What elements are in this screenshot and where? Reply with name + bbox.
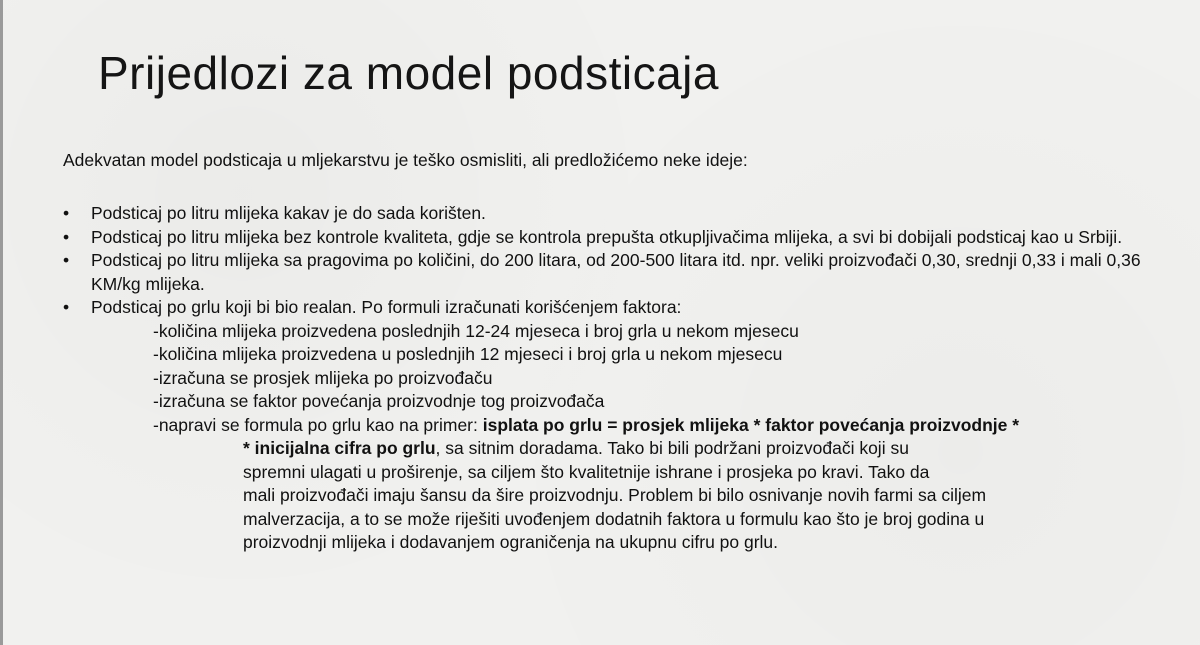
bullet-list [63,202,1173,555]
formula-continuation: malverzacija, a to se može riješiti uvođenjem dodatnih faktora u formulu kao što je broj godina u [243,508,985,529]
sub-item: -izračuna se faktor povećanja proizvodnje tog proizvođača [153,391,605,411]
formula-continuation: mali proizvođači imaju šansu da šire proizvodnju. Problem bi bilo osnivanje novih farmi sa ciljem [243,485,987,505]
sub-item: -količina mlijeka proizvedena poslednjih 12-24 mjeseca i broj grla u nekom mjesecu [153,320,799,341]
formula-rest: , sa sitnim doradama. Tako bi bili podržani proizvođači koji su [435,438,909,458]
bullet-item: • Podsticaj po litru mlijeka bez kontrole kvaliteta, gdje se kontrola prepušta otkupljivačima mlijeka, a svi bi dobijali podsticaj kao u Srbiji. [63,226,1173,250]
intro-text: Adekvatan model podsticaja u mljekarstvu je teško osmisliti, ali predložićemo neke ideje: [63,150,748,170]
sub-item: -izračuna se prosjek mlijeka po proizvođaču [153,367,493,388]
bullet-item-text: Podsticaj po grlu koji bi bio realan. Po formuli izračunati korišćenjem faktora: [91,297,682,317]
formula-line [91,414,1173,438]
formula-prefix: -napravi se formula po grlu kao na primer: [153,414,483,435]
formula-continuation: proizvodnji mlijeka i dodavanjem ograničenja na ukupnu cifru po grlu. [243,532,779,552]
formula-bold-1: isplata po grlu = prosjek mlijeka * faktor povećanja proizvodnje * [482,414,1020,435]
bullet-item [63,296,1173,555]
formula-continuation: spremni ulagati u proširenje, sa ciljem što kvalitetnije ishrane i prosjeka po kravi. Tako da [243,461,930,482]
formula-bold-2: * inicijalna cifra po grlu [243,438,436,458]
slide-title: Prijedlozi za model podsticaja [98,47,719,99]
formula-continuation [91,437,1173,461]
bullet-item: • Podsticaj po litru mlijeka sa pragovima po količini, do 200 litara, od 200-500 litara itd. npr. veliki proizvođači 0,30, srednji 0,33 i mali 0,36 KM/kg mlijeka. [63,249,1173,296]
sub-item: -količina mlijeka proizvedena u poslednjih 12 mjeseci i broj grla u nekom mjesecu [153,344,783,364]
bullet-item: • Podsticaj po litru mlijeka kakav je do sada korišten. [63,202,1173,226]
